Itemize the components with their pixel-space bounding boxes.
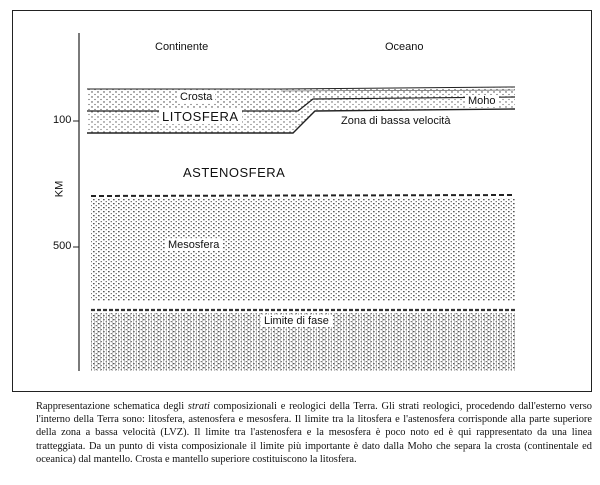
axis-unit-label: KM <box>53 180 66 198</box>
mesosphere-layer <box>91 198 515 301</box>
astheno-meso-boundary <box>91 195 515 196</box>
earth-layers-diagram <box>13 11 590 390</box>
figure-caption <box>36 400 592 466</box>
crust-label: Crosta <box>177 91 215 103</box>
diagram-frame <box>12 10 592 392</box>
lvz-label: Zona di bassa velocità <box>341 115 451 127</box>
caption-emphasis: strati <box>187 401 210 412</box>
caption-part-2: composizionali e reologici della Terra. Gli strati reologici, procedendo dall'esterno verso l'interno della Terra sono: litosfera, astenosfera e mesosfera. Il limite tra la litosfera e l'astenosfera corrisponde alla parte superiore della zona a bassa velocità (LVZ). Il limite tra l'astenosfera e la mesosfera è poco noto ed è qui rappresentato da una linea tratteggiata. Da un punto di vista composizionale il limite più importante è dato dalla Moho che separa la crosta (continentale ed oceanica) dal mantello. Crosta e mantello superiore costituiscono la litosfera. <box>36 401 592 465</box>
caption-part-1: Rappresentazione schematica degli <box>36 401 188 412</box>
phase-limit-label: Limite di fase <box>261 315 332 327</box>
asthenosphere-label: ASTENOSFERA <box>183 165 286 180</box>
axis-tick-100: 100 <box>53 114 72 126</box>
axis-tick-500: 500 <box>53 240 72 252</box>
lithosphere-label: LITOSFERA <box>159 109 242 124</box>
moho-label: Moho <box>465 95 499 107</box>
mesosphere-label: Mesosfera <box>165 239 222 251</box>
continent-label: Continente <box>155 41 209 53</box>
ocean-label: Oceano <box>385 41 424 53</box>
